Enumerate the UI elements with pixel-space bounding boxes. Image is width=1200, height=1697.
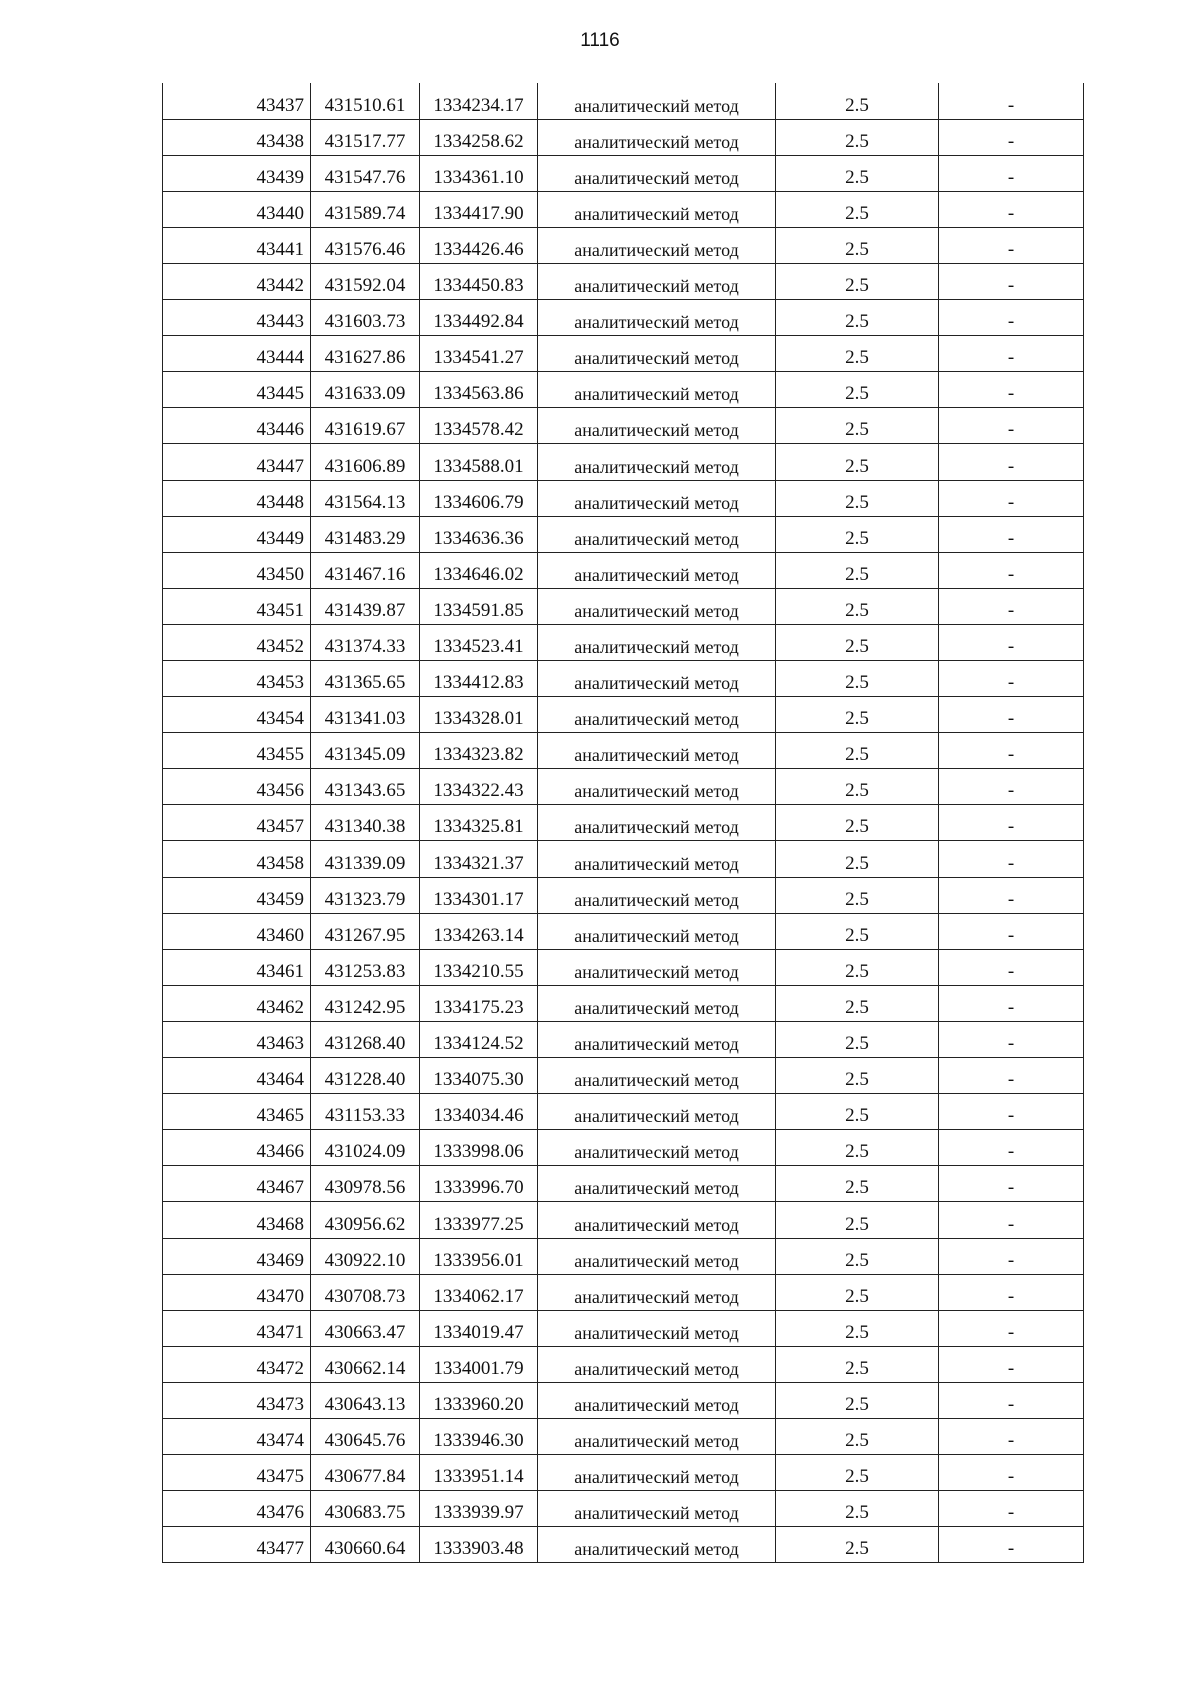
table-row (163, 624, 1084, 660)
y-coordinate-cell: 1334322.43 (420, 769, 538, 805)
point-number-cell: 43476 (163, 1491, 311, 1527)
table-row (163, 408, 1084, 444)
method-cell: аналитический метод (538, 1094, 776, 1130)
y-coordinate-cell: 1333903.48 (420, 1527, 538, 1563)
method-cell: аналитический метод (538, 949, 776, 985)
note-cell: - (939, 1310, 1084, 1346)
method-cell: аналитический метод (538, 155, 776, 191)
note-cell: - (939, 444, 1084, 480)
table-row (163, 805, 1084, 841)
table-row (163, 480, 1084, 516)
table-row (163, 1021, 1084, 1057)
y-coordinate-cell: 1334646.02 (420, 552, 538, 588)
method-cell: аналитический метод (538, 1130, 776, 1166)
point-number-cell: 43473 (163, 1382, 311, 1418)
point-number-cell: 43451 (163, 588, 311, 624)
note-cell: - (939, 300, 1084, 336)
point-number-cell: 43452 (163, 624, 311, 660)
note-cell: - (939, 1094, 1084, 1130)
point-number-cell: 43467 (163, 1166, 311, 1202)
note-cell: - (939, 516, 1084, 552)
accuracy-cell: 2.5 (776, 1455, 939, 1491)
note-cell: - (939, 372, 1084, 408)
x-coordinate-cell: 431467.16 (311, 552, 420, 588)
y-coordinate-cell: 1334124.52 (420, 1021, 538, 1057)
method-cell: аналитический метод (538, 372, 776, 408)
table-row (163, 119, 1084, 155)
note-cell: - (939, 408, 1084, 444)
note-cell: - (939, 263, 1084, 299)
note-cell: - (939, 769, 1084, 805)
x-coordinate-cell: 431633.09 (311, 372, 420, 408)
method-cell: аналитический метод (538, 1382, 776, 1418)
method-cell: аналитический метод (538, 1455, 776, 1491)
method-cell: аналитический метод (538, 516, 776, 552)
x-coordinate-cell: 431340.38 (311, 805, 420, 841)
point-number-cell: 43460 (163, 913, 311, 949)
note-cell: - (939, 949, 1084, 985)
x-coordinate-cell: 430956.62 (311, 1202, 420, 1238)
method-cell: аналитический метод (538, 1058, 776, 1094)
method-cell: аналитический метод (538, 1238, 776, 1274)
note-cell: - (939, 985, 1084, 1021)
table-row (163, 155, 1084, 191)
note-cell: - (939, 841, 1084, 877)
x-coordinate-cell: 431510.61 (311, 83, 420, 119)
point-number-cell: 43472 (163, 1346, 311, 1382)
table-row (163, 1382, 1084, 1418)
point-number-cell: 43474 (163, 1418, 311, 1454)
x-coordinate-cell: 431253.83 (311, 949, 420, 985)
accuracy-cell: 2.5 (776, 841, 939, 877)
method-cell: аналитический метод (538, 1418, 776, 1454)
table-row (163, 300, 1084, 336)
note-cell: - (939, 805, 1084, 841)
accuracy-cell: 2.5 (776, 588, 939, 624)
method-cell: аналитический метод (538, 336, 776, 372)
note-cell: - (939, 1527, 1084, 1563)
method-cell: аналитический метод (538, 624, 776, 660)
table-row (163, 1166, 1084, 1202)
y-coordinate-cell: 1333977.25 (420, 1202, 538, 1238)
method-cell: аналитический метод (538, 444, 776, 480)
y-coordinate-cell: 1334588.01 (420, 444, 538, 480)
point-number-cell: 43445 (163, 372, 311, 408)
note-cell: - (939, 1058, 1084, 1094)
table-row (163, 83, 1084, 119)
point-number-cell: 43465 (163, 1094, 311, 1130)
x-coordinate-cell: 431564.13 (311, 480, 420, 516)
accuracy-cell: 2.5 (776, 516, 939, 552)
point-number-cell: 43464 (163, 1058, 311, 1094)
accuracy-cell: 2.5 (776, 408, 939, 444)
point-number-cell: 43471 (163, 1310, 311, 1346)
accuracy-cell: 2.5 (776, 805, 939, 841)
y-coordinate-cell: 1334001.79 (420, 1346, 538, 1382)
method-cell: аналитический метод (538, 408, 776, 444)
note-cell: - (939, 119, 1084, 155)
accuracy-cell: 2.5 (776, 480, 939, 516)
x-coordinate-cell: 430663.47 (311, 1310, 420, 1346)
table-row (163, 1527, 1084, 1563)
y-coordinate-cell: 1334075.30 (420, 1058, 538, 1094)
x-coordinate-cell: 431547.76 (311, 155, 420, 191)
accuracy-cell: 2.5 (776, 913, 939, 949)
method-cell: аналитический метод (538, 805, 776, 841)
table-row (163, 949, 1084, 985)
x-coordinate-cell: 431268.40 (311, 1021, 420, 1057)
note-cell: - (939, 1491, 1084, 1527)
accuracy-cell: 2.5 (776, 769, 939, 805)
accuracy-cell: 2.5 (776, 1346, 939, 1382)
accuracy-cell: 2.5 (776, 985, 939, 1021)
accuracy-cell: 2.5 (776, 1527, 939, 1563)
point-number-cell: 43442 (163, 263, 311, 299)
y-coordinate-cell: 1334019.47 (420, 1310, 538, 1346)
table-row (163, 733, 1084, 769)
table-row (163, 1346, 1084, 1382)
method-cell: аналитический метод (538, 480, 776, 516)
accuracy-cell: 2.5 (776, 624, 939, 660)
accuracy-cell: 2.5 (776, 263, 939, 299)
note-cell: - (939, 1202, 1084, 1238)
note-cell: - (939, 191, 1084, 227)
table-row (163, 661, 1084, 697)
table-row (163, 1310, 1084, 1346)
y-coordinate-cell: 1334523.41 (420, 624, 538, 660)
note-cell: - (939, 588, 1084, 624)
x-coordinate-cell: 431343.65 (311, 769, 420, 805)
x-coordinate-cell: 431228.40 (311, 1058, 420, 1094)
point-number-cell: 43447 (163, 444, 311, 480)
table-row (163, 1058, 1084, 1094)
x-coordinate-cell: 430922.10 (311, 1238, 420, 1274)
x-coordinate-cell: 431589.74 (311, 191, 420, 227)
point-number-cell: 43466 (163, 1130, 311, 1166)
table-row (163, 1455, 1084, 1491)
y-coordinate-cell: 1333998.06 (420, 1130, 538, 1166)
coordinates-table-body (163, 83, 1084, 1563)
y-coordinate-cell: 1334321.37 (420, 841, 538, 877)
accuracy-cell: 2.5 (776, 444, 939, 480)
point-number-cell: 43443 (163, 300, 311, 336)
y-coordinate-cell: 1334426.46 (420, 227, 538, 263)
x-coordinate-cell: 431627.86 (311, 336, 420, 372)
accuracy-cell: 2.5 (776, 1094, 939, 1130)
table-row (163, 913, 1084, 949)
accuracy-cell: 2.5 (776, 191, 939, 227)
accuracy-cell: 2.5 (776, 1202, 939, 1238)
note-cell: - (939, 624, 1084, 660)
x-coordinate-cell: 430708.73 (311, 1274, 420, 1310)
y-coordinate-cell: 1333951.14 (420, 1455, 538, 1491)
table-row (163, 263, 1084, 299)
point-number-cell: 43458 (163, 841, 311, 877)
note-cell: - (939, 877, 1084, 913)
y-coordinate-cell: 1333996.70 (420, 1166, 538, 1202)
y-coordinate-cell: 1333956.01 (420, 1238, 538, 1274)
method-cell: аналитический метод (538, 191, 776, 227)
table-row (163, 1130, 1084, 1166)
point-number-cell: 43441 (163, 227, 311, 263)
accuracy-cell: 2.5 (776, 1491, 939, 1527)
method-cell: аналитический метод (538, 588, 776, 624)
table-row (163, 1202, 1084, 1238)
method-cell: аналитический метод (538, 300, 776, 336)
point-number-cell: 43446 (163, 408, 311, 444)
x-coordinate-cell: 431439.87 (311, 588, 420, 624)
y-coordinate-cell: 1334591.85 (420, 588, 538, 624)
x-coordinate-cell: 431345.09 (311, 733, 420, 769)
note-cell: - (939, 552, 1084, 588)
point-number-cell: 43450 (163, 552, 311, 588)
method-cell: аналитический метод (538, 1166, 776, 1202)
point-number-cell: 43444 (163, 336, 311, 372)
method-cell: аналитический метод (538, 1346, 776, 1382)
note-cell: - (939, 733, 1084, 769)
accuracy-cell: 2.5 (776, 119, 939, 155)
y-coordinate-cell: 1334263.14 (420, 913, 538, 949)
method-cell: аналитический метод (538, 227, 776, 263)
y-coordinate-cell: 1333946.30 (420, 1418, 538, 1454)
note-cell: - (939, 336, 1084, 372)
table-row (163, 1238, 1084, 1274)
table-row (163, 877, 1084, 913)
x-coordinate-cell: 430683.75 (311, 1491, 420, 1527)
x-coordinate-cell: 431517.77 (311, 119, 420, 155)
x-coordinate-cell: 431576.46 (311, 227, 420, 263)
y-coordinate-cell: 1333960.20 (420, 1382, 538, 1418)
y-coordinate-cell: 1334606.79 (420, 480, 538, 516)
coordinates-table (162, 83, 1084, 1563)
accuracy-cell: 2.5 (776, 372, 939, 408)
method-cell: аналитический метод (538, 1274, 776, 1310)
note-cell: - (939, 661, 1084, 697)
method-cell: аналитический метод (538, 1021, 776, 1057)
x-coordinate-cell: 431606.89 (311, 444, 420, 480)
x-coordinate-cell: 431242.95 (311, 985, 420, 1021)
x-coordinate-cell: 431603.73 (311, 300, 420, 336)
x-coordinate-cell: 430662.14 (311, 1346, 420, 1382)
table-row (163, 985, 1084, 1021)
accuracy-cell: 2.5 (776, 877, 939, 913)
accuracy-cell: 2.5 (776, 1274, 939, 1310)
table-row (163, 769, 1084, 805)
method-cell: аналитический метод (538, 733, 776, 769)
table-row (163, 372, 1084, 408)
table-row (163, 336, 1084, 372)
point-number-cell: 43437 (163, 83, 311, 119)
x-coordinate-cell: 431365.65 (311, 661, 420, 697)
y-coordinate-cell: 1334210.55 (420, 949, 538, 985)
accuracy-cell: 2.5 (776, 336, 939, 372)
y-coordinate-cell: 1334258.62 (420, 119, 538, 155)
method-cell: аналитический метод (538, 985, 776, 1021)
accuracy-cell: 2.5 (776, 155, 939, 191)
point-number-cell: 43457 (163, 805, 311, 841)
note-cell: - (939, 1382, 1084, 1418)
table-row (163, 1274, 1084, 1310)
point-number-cell: 43456 (163, 769, 311, 805)
method-cell: аналитический метод (538, 1310, 776, 1346)
note-cell: - (939, 697, 1084, 733)
method-cell: аналитический метод (538, 263, 776, 299)
note-cell: - (939, 1021, 1084, 1057)
accuracy-cell: 2.5 (776, 1310, 939, 1346)
x-coordinate-cell: 431483.29 (311, 516, 420, 552)
point-number-cell: 43462 (163, 985, 311, 1021)
x-coordinate-cell: 430643.13 (311, 1382, 420, 1418)
method-cell: аналитический метод (538, 1491, 776, 1527)
point-number-cell: 43475 (163, 1455, 311, 1491)
point-number-cell: 43455 (163, 733, 311, 769)
point-number-cell: 43438 (163, 119, 311, 155)
y-coordinate-cell: 1334636.36 (420, 516, 538, 552)
note-cell: - (939, 227, 1084, 263)
accuracy-cell: 2.5 (776, 949, 939, 985)
y-coordinate-cell: 1333939.97 (420, 1491, 538, 1527)
point-number-cell: 43470 (163, 1274, 311, 1310)
table-row (163, 444, 1084, 480)
point-number-cell: 43469 (163, 1238, 311, 1274)
x-coordinate-cell: 430660.64 (311, 1527, 420, 1563)
method-cell: аналитический метод (538, 769, 776, 805)
method-cell: аналитический метод (538, 877, 776, 913)
x-coordinate-cell: 431339.09 (311, 841, 420, 877)
y-coordinate-cell: 1334450.83 (420, 263, 538, 299)
y-coordinate-cell: 1334234.17 (420, 83, 538, 119)
point-number-cell: 43459 (163, 877, 311, 913)
y-coordinate-cell: 1334328.01 (420, 697, 538, 733)
point-number-cell: 43439 (163, 155, 311, 191)
accuracy-cell: 2.5 (776, 83, 939, 119)
accuracy-cell: 2.5 (776, 1058, 939, 1094)
point-number-cell: 43449 (163, 516, 311, 552)
y-coordinate-cell: 1334492.84 (420, 300, 538, 336)
table-row (163, 552, 1084, 588)
method-cell: аналитический метод (538, 119, 776, 155)
note-cell: - (939, 155, 1084, 191)
y-coordinate-cell: 1334062.17 (420, 1274, 538, 1310)
y-coordinate-cell: 1334325.81 (420, 805, 538, 841)
x-coordinate-cell: 431341.03 (311, 697, 420, 733)
accuracy-cell: 2.5 (776, 1418, 939, 1454)
note-cell: - (939, 1130, 1084, 1166)
y-coordinate-cell: 1334323.82 (420, 733, 538, 769)
x-coordinate-cell: 431374.33 (311, 624, 420, 660)
accuracy-cell: 2.5 (776, 1382, 939, 1418)
table-row (163, 227, 1084, 263)
accuracy-cell: 2.5 (776, 227, 939, 263)
method-cell: аналитический метод (538, 552, 776, 588)
point-number-cell: 43463 (163, 1021, 311, 1057)
point-number-cell: 43453 (163, 661, 311, 697)
accuracy-cell: 2.5 (776, 697, 939, 733)
y-coordinate-cell: 1334034.46 (420, 1094, 538, 1130)
x-coordinate-cell: 431323.79 (311, 877, 420, 913)
method-cell: аналитический метод (538, 661, 776, 697)
method-cell: аналитический метод (538, 841, 776, 877)
point-number-cell: 43454 (163, 697, 311, 733)
accuracy-cell: 2.5 (776, 1166, 939, 1202)
y-coordinate-cell: 1334361.10 (420, 155, 538, 191)
y-coordinate-cell: 1334175.23 (420, 985, 538, 1021)
x-coordinate-cell: 431024.09 (311, 1130, 420, 1166)
x-coordinate-cell: 431619.67 (311, 408, 420, 444)
x-coordinate-cell: 431592.04 (311, 263, 420, 299)
note-cell: - (939, 83, 1084, 119)
method-cell: аналитический метод (538, 83, 776, 119)
x-coordinate-cell: 430645.76 (311, 1418, 420, 1454)
method-cell: аналитический метод (538, 1527, 776, 1563)
table-row (163, 516, 1084, 552)
point-number-cell: 43440 (163, 191, 311, 227)
table-row (163, 191, 1084, 227)
y-coordinate-cell: 1334412.83 (420, 661, 538, 697)
note-cell: - (939, 1274, 1084, 1310)
y-coordinate-cell: 1334417.90 (420, 191, 538, 227)
accuracy-cell: 2.5 (776, 661, 939, 697)
note-cell: - (939, 480, 1084, 516)
note-cell: - (939, 1238, 1084, 1274)
accuracy-cell: 2.5 (776, 733, 939, 769)
table-row (163, 1094, 1084, 1130)
page-number: 1116 (580, 30, 620, 51)
x-coordinate-cell: 431267.95 (311, 913, 420, 949)
x-coordinate-cell: 431153.33 (311, 1094, 420, 1130)
y-coordinate-cell: 1334301.17 (420, 877, 538, 913)
accuracy-cell: 2.5 (776, 1130, 939, 1166)
table-row (163, 1418, 1084, 1454)
method-cell: аналитический метод (538, 1202, 776, 1238)
accuracy-cell: 2.5 (776, 1238, 939, 1274)
point-number-cell: 43477 (163, 1527, 311, 1563)
accuracy-cell: 2.5 (776, 1021, 939, 1057)
note-cell: - (939, 1166, 1084, 1202)
method-cell: аналитический метод (538, 913, 776, 949)
table-row (163, 841, 1084, 877)
x-coordinate-cell: 430677.84 (311, 1455, 420, 1491)
method-cell: аналитический метод (538, 697, 776, 733)
y-coordinate-cell: 1334541.27 (420, 336, 538, 372)
point-number-cell: 43468 (163, 1202, 311, 1238)
table-row (163, 588, 1084, 624)
note-cell: - (939, 1346, 1084, 1382)
point-number-cell: 43461 (163, 949, 311, 985)
accuracy-cell: 2.5 (776, 300, 939, 336)
note-cell: - (939, 1455, 1084, 1491)
x-coordinate-cell: 430978.56 (311, 1166, 420, 1202)
accuracy-cell: 2.5 (776, 552, 939, 588)
table-row (163, 697, 1084, 733)
note-cell: - (939, 913, 1084, 949)
table-row (163, 1491, 1084, 1527)
point-number-cell: 43448 (163, 480, 311, 516)
note-cell: - (939, 1418, 1084, 1454)
y-coordinate-cell: 1334578.42 (420, 408, 538, 444)
y-coordinate-cell: 1334563.86 (420, 372, 538, 408)
